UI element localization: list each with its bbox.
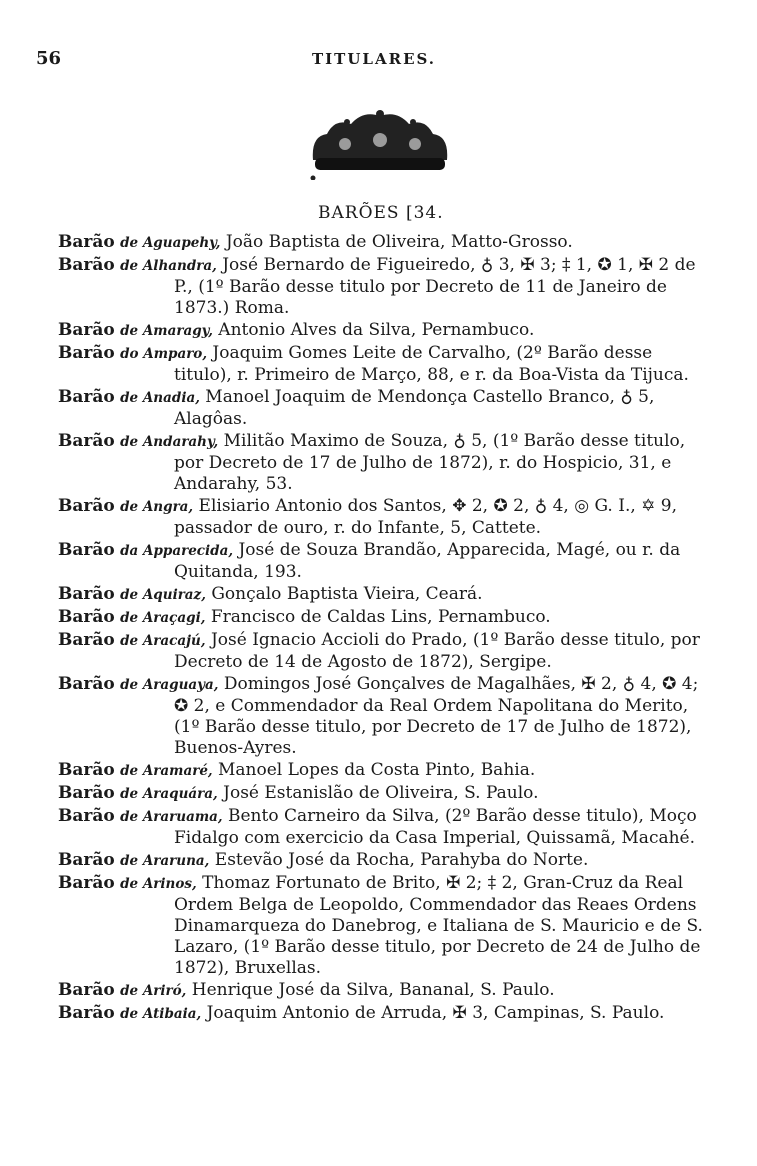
list-item: Barão de Arinos, Thomaz Fortunato de Brito, ✠ 2; ‡ 2, Gran-Cruz da Real Ordem Belga de Leopoldo, Commendador das Reaes Ordens Dinamarqueza do Danebrog, e Italiana de S. Mauricio e de S. Lazaro, (1º Barão desse titulo, por Decreto de 24 de Julho de 1872), Bruxellas. bbox=[58, 873, 703, 978]
list-item: Barão da Apparecida, José de Souza Brandão, Apparecida, Magé, ou r. da Quitanda, 193. bbox=[58, 540, 681, 582]
list-item: Barão de Araruna, Estevão José da Rocha, Parahyba do Norte. bbox=[58, 850, 589, 870]
list-item: Barão de Araquára, José Estanislão de Oliveira, S. Paulo. bbox=[58, 783, 539, 803]
list-item: Barão de Aguapehy, João Baptista de Oliveira, Matto-Grosso. bbox=[58, 232, 573, 252]
list-item: Barão de Aramaré, Manoel Lopes da Costa Pinto, Bahia. bbox=[58, 760, 536, 780]
list-item: Barão de Aquiraz, Gonçalo Baptista Vieira, Ceará. bbox=[58, 584, 483, 604]
list-item: Barão do Amparo, Joaquim Gomes Leite de Carvalho, (2º Barão desse titulo), r. Primeiro de Março, 88, e r. da Boa-Vista da Tijuca. bbox=[58, 343, 689, 385]
list-item: Barão de Araguaya, Domingos José Gonçalves de Magalhães, ✠ 2, ♁ 4, ✪ 4; ✪ 2, e Commendador da Real Ordem Napolitana do Merito, (1º Barão desse titulo, por Decreto de 17 de Julho de 1872), Buenos-Ayres. bbox=[58, 674, 699, 758]
list-item: Barão de Atibaia, Joaquim Antonio de Arruda, ✠ 3, Campinas, S. Paulo. bbox=[58, 1003, 665, 1023]
list-item: Barão de Araçagi, Francisco de Caldas Lins, Pernambuco. bbox=[58, 607, 551, 627]
list-item: Barão de Andarahy, Militão Maximo de Souza, ♁ 5, (1º Barão desse titulo, por Decreto de 17 de Julho de 1872), r. do Hospicio, 31, e Andarahy, 53. bbox=[58, 431, 686, 494]
list-item: Barão de Araruama, Bento Carneiro da Silva, (2º Barão desse titulo), Moço Fidalgo com exercicio da Casa Imperial, Quissamã, Macahé. bbox=[58, 806, 697, 848]
list-item: Barão de Angra, Elisiario Antonio dos Santos, ✥ 2, ✪ 2, ♁ 4, ◎ G. I., ✡ 9, passador de ouro, r. do Infante, 5, Cattete. bbox=[58, 496, 678, 538]
list-item: Barão de Aracajú, José Ignacio Accioli do Prado, (1º Barão desse titulo, por Decreto de 14 de Agosto de 1872), Sergipe. bbox=[58, 630, 700, 672]
list-item: Barão de Alhandra, José Bernardo de Figueiredo, ♁ 3, ✠ 3; ‡ 1, ✪ 1, ✠ 2 de P., (1º Barão desse titulo por Decreto de 11 de Janeiro de 1873.) Roma. bbox=[58, 255, 696, 318]
list-item: Barão de Anadia, Manoel Joaquim de Mendonça Castello Branco, ♁ 5, Alagôas. bbox=[58, 387, 655, 429]
crown-ornament-icon bbox=[305, 108, 455, 180]
section-title: BARÕES [34. bbox=[318, 203, 444, 223]
running-title: TITULARES. bbox=[312, 50, 437, 68]
entry-list bbox=[58, 232, 708, 1026]
list-item: Barão de Amaragy, Antonio Alves da Silva, Pernambuco. bbox=[58, 320, 535, 340]
page-number: 56 bbox=[36, 48, 62, 69]
list-item: Barão de Ariró, Henrique José da Silva, Bananal, S. Paulo. bbox=[58, 980, 555, 1000]
